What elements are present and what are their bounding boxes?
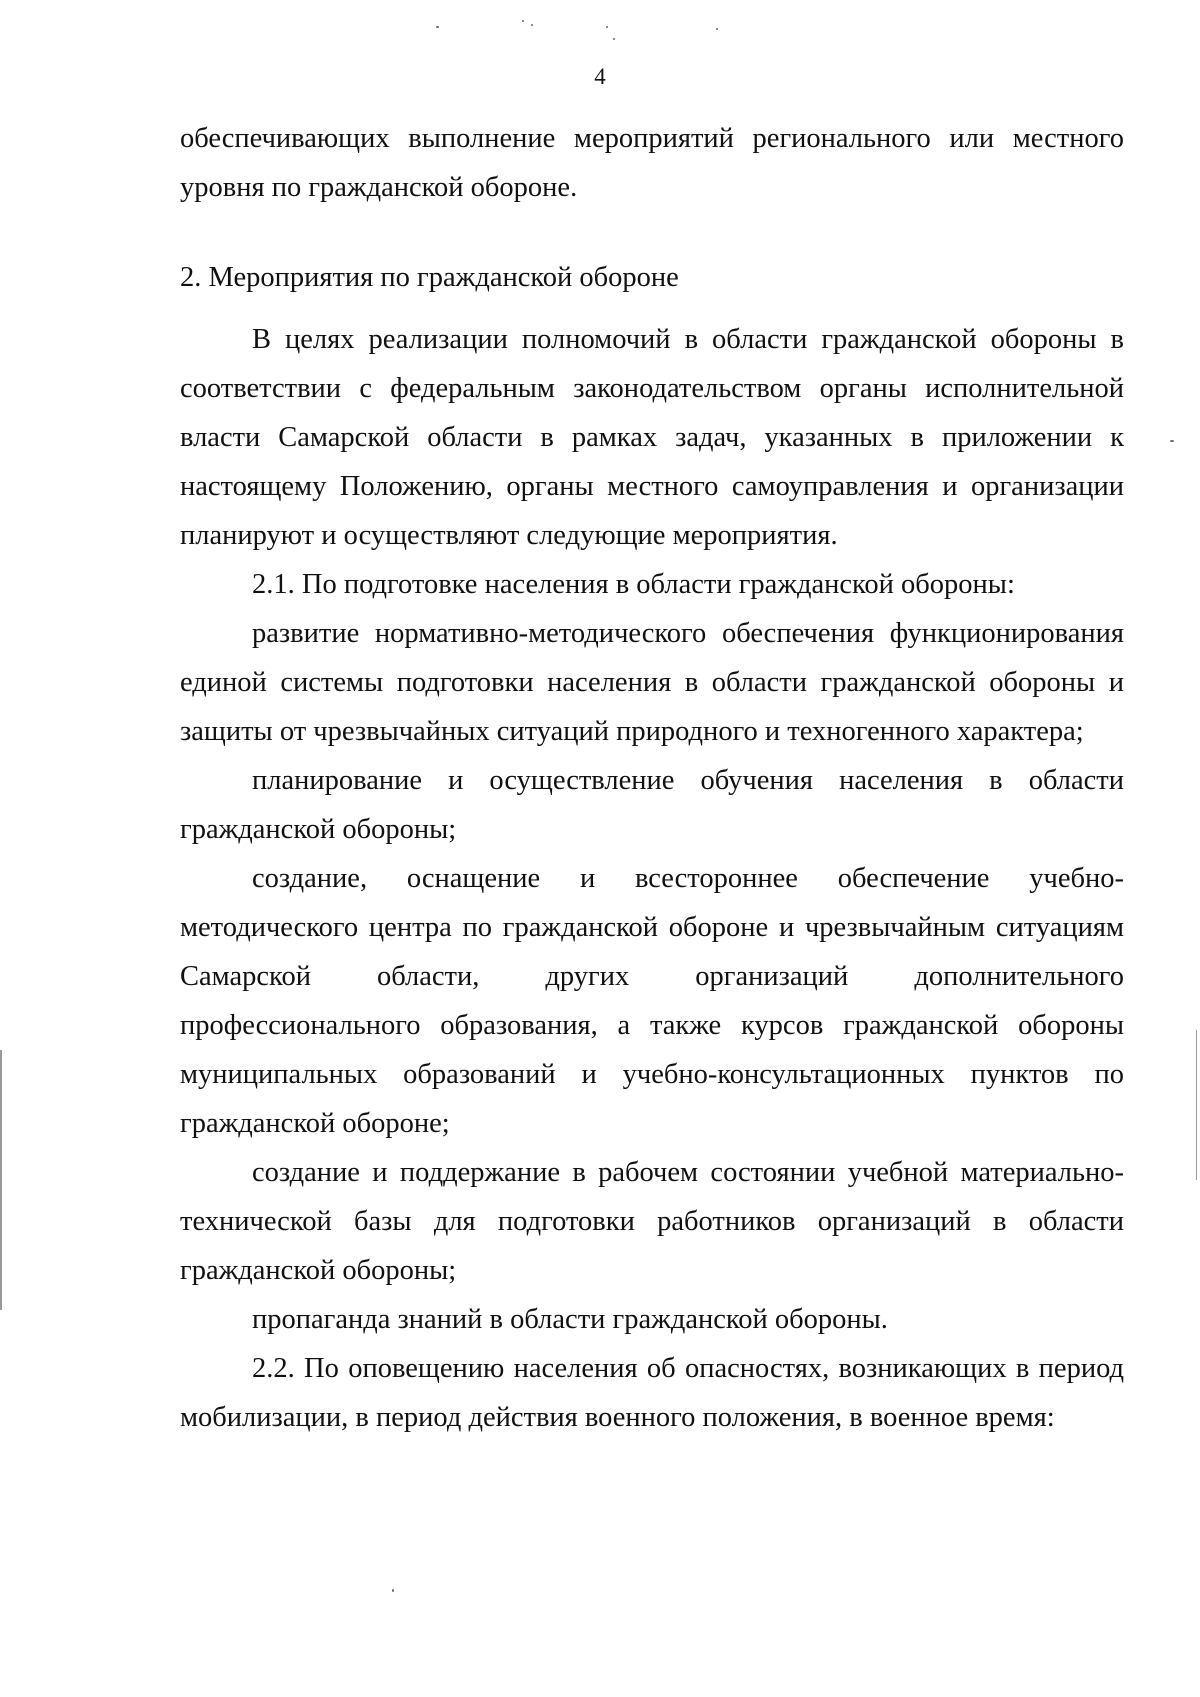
scan-speck	[606, 26, 608, 28]
paragraph-development: развитие нормативно-методического обеспечения функционирования единой системы подготовки населения в области гражданской обороны и защиты от чрезвычайных ситуаций природного и техногенного характера;	[180, 618, 1124, 747]
scan-speck	[522, 20, 524, 22]
paragraph-creation: создание, оснащение и всестороннее обеспечение учебно-методического центра по гражданской обороне и чрезвычайным ситуациям Самарской области, других организаций дополнительного профессионального образования, а также курсов гражданской обороны муниципальных образований и учебно-консультационных пунктов по гражданской обороне;	[180, 863, 1124, 1139]
scan-speck	[436, 26, 439, 28]
page-number: 4	[594, 64, 606, 89]
paragraph-2-1: 2.1. По подготовке населения в области гражданской обороны:	[252, 569, 1015, 600]
section-heading: 2. Мероприятия по гражданской обороне	[180, 262, 679, 293]
paragraph-intro-continuation: обеспечивающих выполнение мероприятий регионального или местного уровня по гражданской обороне.	[180, 123, 1124, 203]
document-body	[180, 114, 1124, 1442]
paragraph-propaganda: пропаганда знаний в области гражданской обороны.	[252, 1304, 888, 1335]
scan-edge-line	[0, 1050, 2, 1310]
scan-speck	[716, 28, 718, 30]
scan-speck	[613, 38, 615, 40]
scan-speck	[531, 24, 533, 26]
scan-speck	[1170, 440, 1174, 442]
paragraph-purpose: В целях реализации полномочий в области гражданской обороны в соответствии с федеральным законодательством органы исполнительной власти Самарской области в рамках задач, указанных в приложении к настоящему Положению, органы местного самоуправления и организации планируют и осуществляют следующие мероприятия.	[180, 324, 1124, 551]
paragraph-material-base: создание и поддержание в рабочем состоянии учебной материально-технической базы для подготовки работников организаций в области гражданской обороны;	[180, 1157, 1124, 1286]
paragraph-2-2: 2.2. По оповещению населения об опасностях, возникающих в период мобилизации, в период действия военного положения, в военное время:	[180, 1353, 1124, 1433]
scan-speck	[392, 1589, 394, 1592]
scan-edge-line	[1196, 1030, 1197, 1180]
paragraph-planning: планирование и осуществление обучения населения в области гражданской обороны;	[180, 765, 1124, 845]
